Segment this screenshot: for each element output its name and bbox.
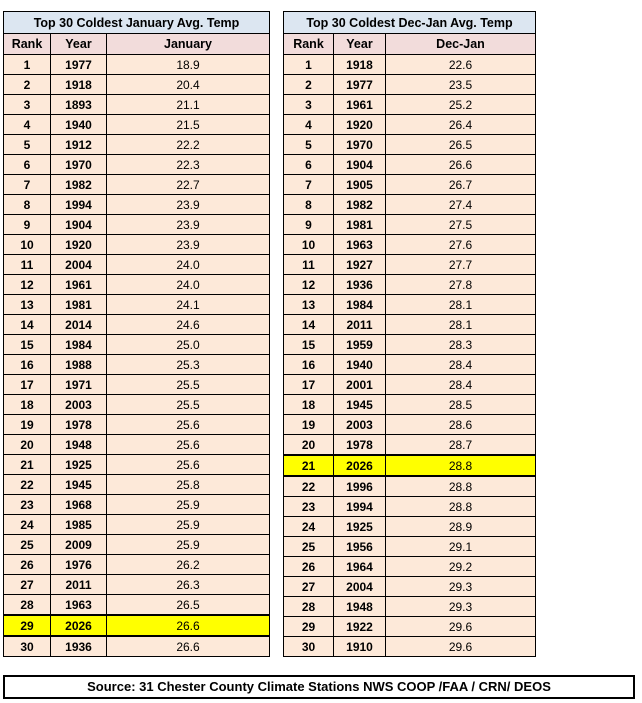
value-cell: 25.6 [107,455,270,475]
value-cell: 24.0 [107,275,270,295]
rank-cell: 6 [4,155,51,175]
value-cell: 27.8 [386,275,536,295]
year-cell: 2004 [51,255,107,275]
table-row [284,175,536,195]
year-cell: 2001 [334,375,386,395]
table-row [284,115,536,135]
rank-cell: 30 [284,637,334,657]
value-cell: 25.5 [107,375,270,395]
rank-cell: 2 [284,75,334,95]
year-cell: 1922 [334,617,386,637]
value-cell: 29.3 [386,577,536,597]
table-row [4,335,270,355]
year-cell: 1970 [51,155,107,175]
rank-cell: 1 [284,55,334,75]
rank-cell: 14 [4,315,51,335]
year-cell: 1936 [334,275,386,295]
rank-cell: 5 [4,135,51,155]
year-cell: 1968 [51,495,107,515]
value-cell: 26.5 [107,595,270,616]
rank-cell: 19 [284,415,334,435]
value-cell: 25.9 [107,495,270,515]
decjan-table-title: Top 30 Coldest Dec-Jan Avg. Temp [284,12,536,34]
value-cell: 21.1 [107,95,270,115]
year-cell: 1961 [51,275,107,295]
table-row [284,355,536,375]
rank-cell: 15 [284,335,334,355]
year-cell: 1982 [51,175,107,195]
year-cell: 1936 [51,636,107,657]
table-row [4,55,270,75]
rank-cell: 2 [4,75,51,95]
year-cell: 1918 [51,75,107,95]
table-row [4,315,270,335]
rank-cell: 17 [284,375,334,395]
rank-cell: 21 [4,455,51,475]
year-cell: 1925 [334,517,386,537]
year-cell: 1970 [334,135,386,155]
year-cell: 1996 [334,476,386,497]
table-row [4,375,270,395]
value-cell: 25.3 [107,355,270,375]
rank-cell: 16 [4,355,51,375]
value-cell: 28.4 [386,375,536,395]
year-cell: 1920 [51,235,107,255]
rank-cell: 17 [4,375,51,395]
rank-cell: 3 [4,95,51,115]
table-row [4,535,270,555]
rank-cell: 5 [284,135,334,155]
rank-cell: 9 [284,215,334,235]
value-cell: 23.9 [107,195,270,215]
rank-cell: 10 [284,235,334,255]
rank-cell: 27 [284,577,334,597]
value-cell: 29.2 [386,557,536,577]
rank-cell: 21 [284,455,334,476]
rank-cell: 15 [4,335,51,355]
year-cell: 1961 [334,95,386,115]
value-cell: 22.7 [107,175,270,195]
value-cell: 25.6 [107,415,270,435]
value-cell: 27.5 [386,215,536,235]
rank-cell: 8 [284,195,334,215]
value-cell: 25.6 [107,435,270,455]
value-cell: 27.4 [386,195,536,215]
value-cell: 25.5 [107,395,270,415]
table-row [284,155,536,175]
value-cell: 23.9 [107,235,270,255]
rank-cell: 25 [4,535,51,555]
year-cell: 1976 [51,555,107,575]
value-cell: 26.6 [107,636,270,657]
value-cell: 28.4 [386,355,536,375]
table-row [284,476,536,497]
rank-cell: 8 [4,195,51,215]
year-cell: 1918 [334,55,386,75]
year-cell: 1948 [51,435,107,455]
year-cell: 2011 [334,315,386,335]
rank-cell: 26 [4,555,51,575]
table-row [4,95,270,115]
value-cell: 28.5 [386,395,536,415]
table-row [4,575,270,595]
value-cell: 25.9 [107,535,270,555]
table-row [4,495,270,515]
rank-cell: 11 [284,255,334,275]
value-cell: 28.7 [386,435,536,456]
year-cell: 1905 [334,175,386,195]
value-cell: 22.2 [107,135,270,155]
table-row [4,515,270,535]
table-row [284,195,536,215]
year-cell: 1981 [51,295,107,315]
year-cell: 2003 [334,415,386,435]
table-row [284,517,536,537]
year-cell: 1981 [334,215,386,235]
table-row [284,295,536,315]
rank-cell: 4 [284,115,334,135]
year-cell: 2011 [51,575,107,595]
rank-cell: 20 [284,435,334,456]
value-cell: 29.1 [386,537,536,557]
year-cell: 1904 [334,155,386,175]
value-cell: 28.8 [386,497,536,517]
rank-cell: 24 [284,517,334,537]
value-cell: 21.5 [107,115,270,135]
rank-cell: 1 [4,55,51,75]
decjan-table-body [284,55,536,657]
year-cell: 1984 [334,295,386,315]
year-cell: 1982 [334,195,386,215]
rank-cell: 30 [4,636,51,657]
value-cell: 28.8 [386,455,536,476]
table-row [284,597,536,617]
table-row [284,537,536,557]
year-cell: 1971 [51,375,107,395]
year-cell: 1963 [334,235,386,255]
value-cell: 26.5 [386,135,536,155]
rank-cell: 26 [284,557,334,577]
rank-cell: 23 [4,495,51,515]
rank-cell: 22 [4,475,51,495]
rank-cell: 23 [284,497,334,517]
value-cell: 22.3 [107,155,270,175]
rank-cell: 27 [4,575,51,595]
rank-cell: 29 [4,615,51,636]
rank-cell: 24 [4,515,51,535]
table-row [284,335,536,355]
year-cell: 2014 [51,315,107,335]
year-cell: 2026 [334,455,386,476]
rank-cell: 25 [284,537,334,557]
rank-cell: 28 [284,597,334,617]
year-cell: 1959 [334,335,386,355]
year-cell: 1994 [334,497,386,517]
rank-cell: 22 [284,476,334,497]
year-cell: 1948 [334,597,386,617]
table-row [284,315,536,335]
rank-cell: 12 [4,275,51,295]
value-cell: 25.9 [107,515,270,535]
value-cell: 26.7 [386,175,536,195]
value-cell: 25.8 [107,475,270,495]
value-cell: 29.6 [386,617,536,637]
value-cell: 22.6 [386,55,536,75]
year-cell: 2026 [51,615,107,636]
year-header: Year [51,34,107,55]
rank-cell: 3 [284,95,334,115]
decjan-table [283,11,536,657]
value-cell: 24.1 [107,295,270,315]
table-row [284,455,536,476]
value-cell: 24.6 [107,315,270,335]
year-cell: 1940 [51,115,107,135]
value-cell: 29.3 [386,597,536,617]
year-cell: 2004 [334,577,386,597]
table-row [4,435,270,455]
table-row [4,615,270,636]
value-cell: 23.5 [386,75,536,95]
year-cell: 1912 [51,135,107,155]
table-row [4,295,270,315]
year-cell: 1963 [51,595,107,616]
rank-cell: 20 [4,435,51,455]
table-row [284,415,536,435]
table-row [284,617,536,637]
year-cell: 1910 [334,637,386,657]
table-row [4,195,270,215]
rank-cell: 10 [4,235,51,255]
table-row [4,75,270,95]
year-cell: 1925 [51,455,107,475]
table-row [4,355,270,375]
january-table [3,11,270,657]
year-cell: 1904 [51,215,107,235]
value-cell: 25.2 [386,95,536,115]
table-row [4,595,270,616]
value-cell: 20.4 [107,75,270,95]
value-cell: 28.3 [386,335,536,355]
table-row [284,135,536,155]
year-cell: 2009 [51,535,107,555]
year-cell: 1893 [51,95,107,115]
rank-cell: 7 [284,175,334,195]
rank-cell: 28 [4,595,51,616]
table-row [284,275,536,295]
year-cell: 1977 [334,75,386,95]
value-cell: 26.3 [107,575,270,595]
table-row [4,215,270,235]
year-cell: 1978 [334,435,386,456]
table-row [4,275,270,295]
table-row [4,555,270,575]
rank-cell: 4 [4,115,51,135]
year-cell: 1977 [51,55,107,75]
year-cell: 1945 [51,475,107,495]
year-cell: 1956 [334,537,386,557]
table-row [4,135,270,155]
table-row [4,455,270,475]
table-row [4,235,270,255]
rank-cell: 7 [4,175,51,195]
table-row [284,215,536,235]
year-cell: 1920 [334,115,386,135]
year-header: Year [334,34,386,55]
table-row [4,636,270,657]
table-row [284,75,536,95]
table-row [284,375,536,395]
year-cell: 1978 [51,415,107,435]
table-row [4,395,270,415]
january-header: January [107,34,270,55]
value-cell: 28.1 [386,295,536,315]
value-cell: 28.6 [386,415,536,435]
year-cell: 1927 [334,255,386,275]
table-row [284,497,536,517]
rank-cell: 14 [284,315,334,335]
value-cell: 27.7 [386,255,536,275]
rank-cell: 13 [284,295,334,315]
rank-cell: 9 [4,215,51,235]
year-cell: 1988 [51,355,107,375]
value-cell: 24.0 [107,255,270,275]
value-cell: 27.6 [386,235,536,255]
rank-cell: 11 [4,255,51,275]
table-row [4,255,270,275]
value-cell: 18.9 [107,55,270,75]
value-cell: 28.1 [386,315,536,335]
year-cell: 1985 [51,515,107,535]
year-cell: 1940 [334,355,386,375]
value-cell: 26.2 [107,555,270,575]
rank-cell: 18 [4,395,51,415]
decjan-header: Dec-Jan [386,34,536,55]
value-cell: 29.6 [386,637,536,657]
value-cell: 26.4 [386,115,536,135]
table-row [284,577,536,597]
year-cell: 1984 [51,335,107,355]
value-cell: 23.9 [107,215,270,235]
table-row [284,235,536,255]
january-table-title: Top 30 Coldest January Avg. Temp [4,12,270,34]
value-cell: 26.6 [386,155,536,175]
value-cell: 28.8 [386,476,536,497]
value-cell: 28.9 [386,517,536,537]
table-row [284,55,536,75]
year-cell: 1964 [334,557,386,577]
value-cell: 26.6 [107,615,270,636]
table-row [284,637,536,657]
table-row [284,435,536,456]
rank-header: Rank [284,34,334,55]
table-row [284,95,536,115]
rank-cell: 16 [284,355,334,375]
table-row [4,155,270,175]
rank-cell: 12 [284,275,334,295]
january-table-body [4,55,270,657]
table-row [4,115,270,135]
table-row [4,175,270,195]
rank-header: Rank [4,34,51,55]
rank-cell: 13 [4,295,51,315]
table-row [284,255,536,275]
rank-cell: 19 [4,415,51,435]
year-cell: 2003 [51,395,107,415]
rank-cell: 18 [284,395,334,415]
value-cell: 25.0 [107,335,270,355]
rank-cell: 29 [284,617,334,637]
table-row [4,475,270,495]
table-row [4,415,270,435]
year-cell: 1945 [334,395,386,415]
table-row [284,557,536,577]
year-cell: 1994 [51,195,107,215]
source-caption: Source: 31 Chester County Climate Stations NWS COOP /FAA / CRN/ DEOS [3,675,635,699]
table-row [284,395,536,415]
rank-cell: 6 [284,155,334,175]
